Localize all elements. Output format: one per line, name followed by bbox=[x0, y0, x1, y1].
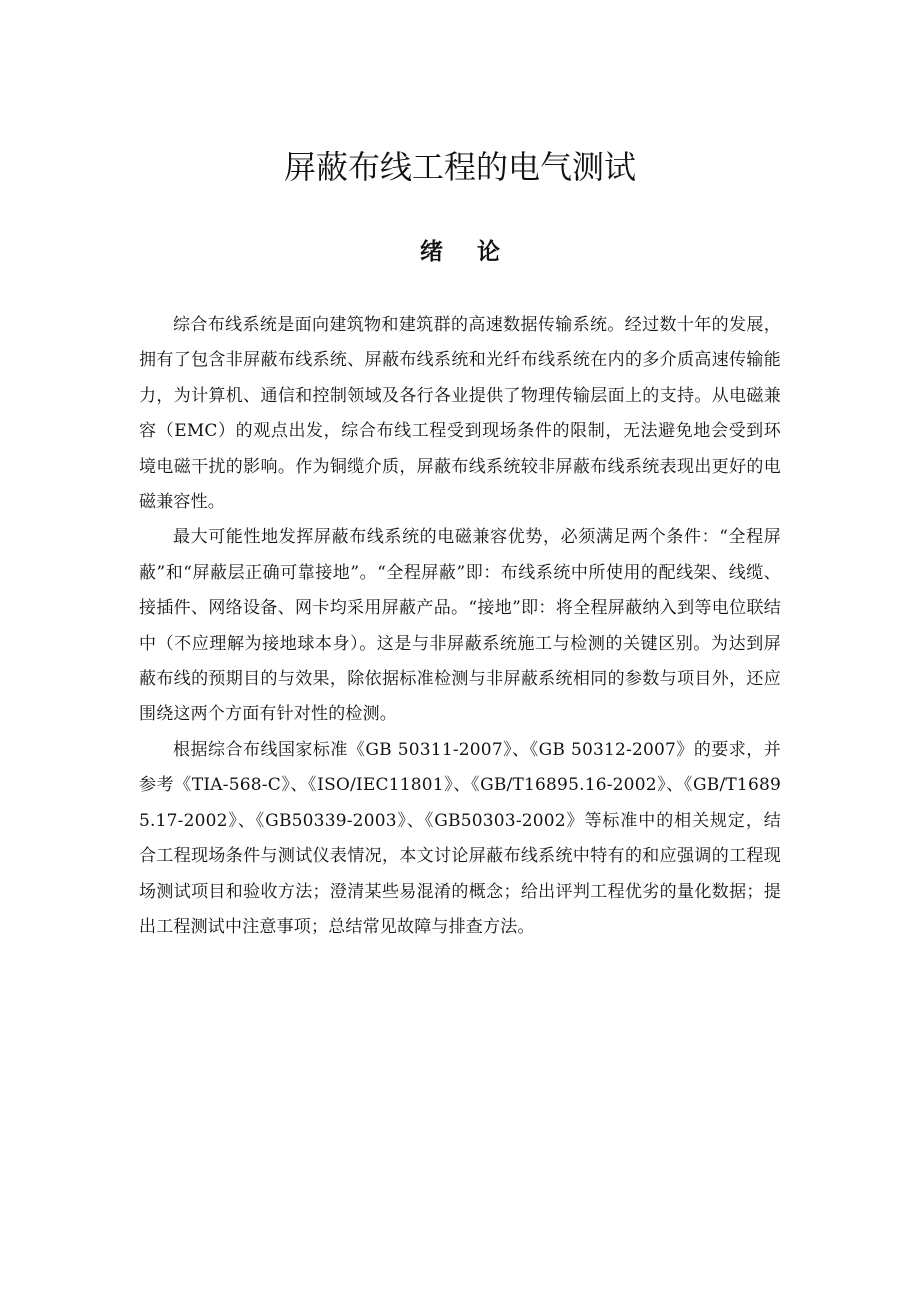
paragraph-3: 根据综合布线国家标准《GB 50311-2007》、《GB 50312-2007》的要求，并参考《TIA-568-C》、《ISO/IEC11801》、《GB/T16895.16-2002》、《GB/T16895.17-2002》、《GB50339-2003》、《GB50303-2002》等标准中的相关规定，结合工程现场条件与测试仪表情况，本文讨论屏蔽布线系统中特有的和应强调的工程现场测试项目和验收方法；澄清某些易混淆的概念；给出评判工程优劣的量化数据；提出工程测试中注意事项；总结常见故障与排查方法。 bbox=[139, 739, 781, 937]
section-heading bbox=[0, 232, 920, 272]
paragraph-1: 综合布线系统是面向建筑物和建筑群的高速数据传输系统。经过数十年的发展，拥有了包含非屏蔽布线系统、屏蔽布线系统和光纤布线系统在内的多介质高速传输能力，为计算机、通信和控制领域及各行各业提供了物理传输层面上的支持。从电磁兼容（EMC）的观点出发，综合布线工程受到现场条件的限制，无法避免地会受到环境电磁干扰的影响。作为铜缆介质，屏蔽布线系统较非屏蔽布线系统表现出更好的电磁兼容性。 bbox=[139, 315, 781, 513]
section-heading-char-2: 论 bbox=[477, 238, 500, 265]
section-heading-char-1: 绪 bbox=[420, 238, 443, 265]
document-body bbox=[139, 308, 781, 945]
document-title: 屏蔽布线工程的电气测试 bbox=[283, 148, 636, 186]
paragraph-2: 最大可能性地发挥屏蔽布线系统的电磁兼容优势，必须满足两个条件：“全程屏蔽”和“屏蔽层正确可靠接地”。“全程屏蔽”即：布线系统中所使用的配线架、线缆、接插件、网络设备、网卡均采用屏蔽产品。“接地”即：将全程屏蔽纳入到等电位联结中（不应理解为接地球本身）。这是与非屏蔽系统施工与检测的关键区别。为达到屏蔽布线的预期目的与效果，除依据标准检测与非屏蔽系统相同的参数与项目外，还应围绕这两个方面有针对性的检测。 bbox=[139, 527, 781, 725]
